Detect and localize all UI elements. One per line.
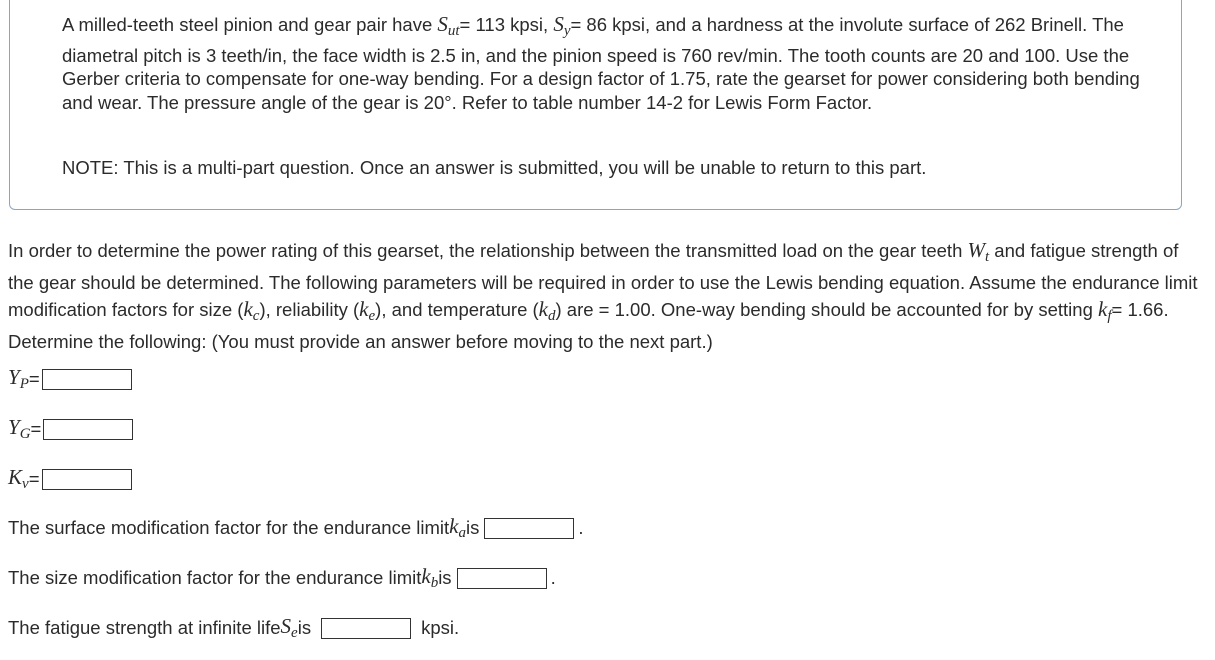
- ka-input[interactable]: [484, 518, 574, 539]
- kv-row: $K_v$ =: [8, 465, 136, 493]
- kd-symbol: $k_d$: [538, 297, 556, 324]
- sut-symbol: $S_{ut}$: [437, 12, 460, 39]
- se-symbol: $S_e$: [280, 614, 298, 641]
- se-row: The fatigue strength at infinite life $S_e$ is kpsi.: [8, 614, 460, 641]
- yp-label: $Y_P$: [8, 365, 29, 392]
- yp-input[interactable]: [42, 369, 132, 390]
- part-instructions: In order to determine the power rating of this gearset, the relationship between the transmitted load on the gear teeth $W_t$ and fatigue strength of the gear should be determined. The following parameters will be required in order to use the Lewis bending equation. Assume the endurance limit modification factors for size $(k_c)$, reliability $(k_e)$, and temperature $(k_d)$ are = 1.00. One-way bending should be accounted for by setting $k_f= 1.66$. Determine the following: (You must provide an answer before moving to the next part.): [8, 238, 1198, 352]
- problem-text-part: A milled-teeth steel pinion and gear pair have: [62, 14, 438, 35]
- se-input[interactable]: [321, 618, 411, 639]
- ke-symbol: $k_e$: [359, 297, 376, 324]
- sy-symbol: $S_y$: [553, 12, 571, 39]
- problem-text-part: = 113 kpsi,: [459, 14, 554, 35]
- kc-symbol: $k_c$: [243, 297, 260, 324]
- kb-row: The size modification factor for the endurance limit $k_b$ is .: [8, 564, 556, 591]
- kb-input[interactable]: [457, 568, 547, 589]
- kv-input[interactable]: [42, 469, 132, 490]
- yg-input[interactable]: [43, 419, 133, 440]
- yg-row: $Y_G$ =: [8, 415, 137, 443]
- yg-label: $Y_G$: [8, 415, 31, 442]
- problem-text-part: = 86 kpsi, and a hardness at the involute surface of 262 Brinell. The diametral pitch is 3 teeth/in, the face width is 2.5 in, and the pinion speed is 760 rev/min. The tooth counts are 20 and 100. Use the Gerber criteria to compensate for one-way bending. For a design factor of 1.75, rate the gearset for power considering both bending and wear. The pressure angle of the gear is 20°. Refer to table number 14-2 for Lewis Form Factor.: [62, 14, 1140, 113]
- ka-symbol: $k_a$: [449, 514, 466, 541]
- se-unit: kpsi.: [421, 617, 460, 638]
- wt-symbol: $W_t$: [967, 238, 990, 265]
- kb-symbol: $k_b$: [421, 564, 439, 591]
- ka-row: The surface modification factor for the endurance limit $k_a$ is .: [8, 514, 584, 541]
- problem-statement: [62, 13, 1142, 114]
- kv-label: $K_v$: [8, 465, 29, 492]
- multi-part-note: NOTE: This is a multi-part question. Once an answer is submitted, you will be unable to return to this part.: [62, 157, 927, 178]
- kf-symbol: $k_f$: [1098, 297, 1112, 324]
- yp-row: $Y_P$ =: [8, 365, 136, 393]
